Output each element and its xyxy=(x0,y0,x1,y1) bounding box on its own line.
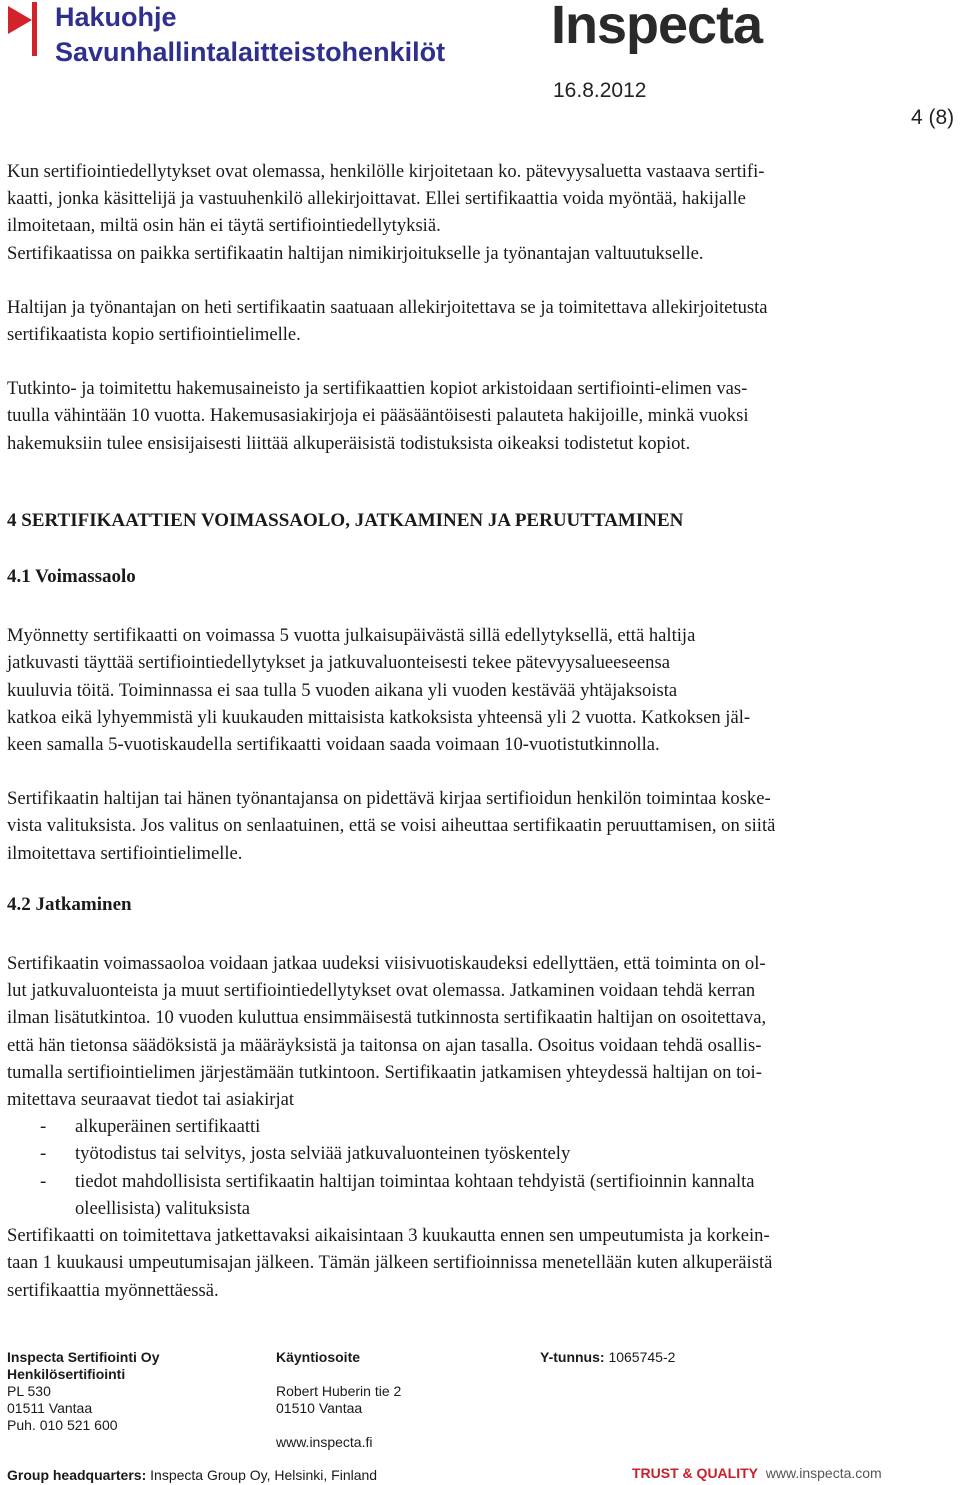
footer-headquarters: Group headquarters: Inspecta Group Oy, Helsinki, Finland xyxy=(7,1467,378,1483)
document-body xyxy=(7,158,957,1304)
list-item-continuation: oleellisista) valituksista xyxy=(75,1197,251,1219)
list-item: - työtodistus tai selvitys, josta selviää jatkuvaluonteinen työskentely xyxy=(7,1140,957,1167)
paragraph-line: ilmoitetaan, miltä osin hän ei täytä sertifiointiedellytyksiä. xyxy=(7,215,441,237)
paragraph-line: mitettava seuraavat tiedot tai asiakirjat xyxy=(7,1089,295,1111)
list-item: - alkuperäinen sertifikaatti xyxy=(7,1113,957,1140)
footer-street: Robert Huberin tie 2 xyxy=(276,1383,402,1399)
footer-postal: 01511 Vantaa xyxy=(7,1400,93,1416)
paragraph-line: tumalla sertifiointielimen järjestämään tutkintoon. Sertifikaatin jatkamisen yhteydessä haltijan on toi- xyxy=(7,1061,762,1083)
document-subtitle: Savunhallintalaitteistohenkilöt xyxy=(55,37,446,67)
paragraph-line: taan 1 kuukausi umpeutumisajan jälkeen. Tämän jälkeen sertifioinnissa menetellään kuten alkuperäistä xyxy=(7,1252,773,1274)
paragraph-line: kuuluvia töitä. Toiminnassa ei saa tulla 5 vuoden aikana yli vuoden kestävää yhtäjaksoista xyxy=(7,679,678,701)
paragraph-line: jatkuvasti täyttää sertifiointiedellytykset ja jatkuvaluonteisesti tekee pätevyysalueeseensa xyxy=(7,652,670,674)
brand-flag-icon xyxy=(8,2,40,56)
footer-department: Henkilösertifiointi xyxy=(7,1366,126,1382)
footer-trust-quality: TRUST & QUALITY www.inspecta.com xyxy=(632,1465,882,1481)
paragraph-line: ilman lisätutkintoa. 10 vuoden kuluttua ensimmäisestä tutkinnosta sertifikaatin haltijan on osoitettava, xyxy=(7,1007,767,1029)
paragraph-line: kaatti, jonka käsittelijä ja vastuuhenkilö allekirjoittavat. Ellei sertifikaattia voida myöntää, hakijalle xyxy=(7,188,746,210)
paragraph-line: katkoa eikä lyhyemmistä yli kuukauden mittaisista katkoksista yhteensä yli 2 vuotta. Katkoksen jäl- xyxy=(7,706,751,728)
paragraph-line: Sertifikaatissa on paikka sertifikaatin haltijan nimikirjoitukselle ja työnantajan valtuutukselle. xyxy=(7,242,704,264)
footer-po-box: PL 530 xyxy=(7,1383,51,1399)
list-item: - tiedot mahdollisista sertifikaatin haltijan toimintaa kohtaan tehdyistä (sertifioinnin kannalta xyxy=(7,1168,957,1195)
section-heading: 4 SERTIFIKAATTIEN VOIMASSAOLO, JATKAMINEN JA PERUUTTAMINEN xyxy=(7,509,684,531)
list-dash: - xyxy=(40,1170,47,1192)
list-dash: - xyxy=(40,1116,47,1138)
subsection-heading-jatkaminen: 4.2 Jatkaminen xyxy=(7,893,132,915)
paragraph-line: hakemuksiin tulee ensisijaisesti liittää alkuperäisistä todistuksista oikeaksi todistetut kopiot. xyxy=(7,432,691,454)
paragraph-line: Sertifikaatin haltijan tai hänen työnantajansa on pidettävä kirjaa sertifioidun henkilön toimintaa koske- xyxy=(7,788,771,810)
document-title: Hakuohje xyxy=(55,2,177,32)
paragraph-line: Sertifikaatti on toimitettava jatkettavaksi aikaisintaan 3 kuukautta ennen sen umpeutumista ja korkein- xyxy=(7,1225,770,1247)
paragraph-line: että hän tietonsa säädöksistä ja määräyksistä ja taitonsa on ajan tasalla. Osoitus voidaan tehdä osallis- xyxy=(7,1034,762,1056)
footer-visit-postal: 01510 Vantaa xyxy=(276,1400,363,1416)
document-date: 16.8.2012 xyxy=(553,79,647,102)
paragraph-line: keen samalla 5-vuotiskaudella sertifikaatti voidaan saada voimaan 10-vuotistutkinnolla. xyxy=(7,734,660,756)
paragraph-line: sertifikaattia myönnettäessä. xyxy=(7,1279,219,1301)
footer-visit-label: Käyntiosoite xyxy=(276,1349,361,1365)
paragraph-line: Myönnetty sertifikaatti on voimassa 5 vuotta julkaisupäivästä sillä edellytyksellä, että haltija xyxy=(7,625,696,647)
footer-trust-url[interactable]: www.inspecta.com xyxy=(765,1465,882,1481)
paragraph-line: Haltijan ja työnantajan on heti sertifikaatin saatuaan allekirjoitettava se ja toimitettava allekirjoitetusta xyxy=(7,296,768,318)
paragraph-line: ilmoitettava sertifiointielimelle. xyxy=(7,842,243,864)
list-dash: - xyxy=(40,1143,47,1165)
paragraph-line: Kun sertifiointiedellytykset ovat olemassa, henkilölle kirjoitetaan ko. pätevyysaluetta vastaava sertifi- xyxy=(7,161,765,182)
subsection-heading-voimassaolo: 4.1 Voimassaolo xyxy=(7,566,136,588)
paragraph-line: tuulla vähintään 10 vuotta. Hakemusasiakirjoja ei pääsääntöisesti palauteta hakijoille, minkä vuoksi xyxy=(7,405,749,427)
paragraph-line: sertifikaatista kopio sertifiointielimelle. xyxy=(7,324,301,346)
page-number: 4 (8) xyxy=(911,106,955,129)
inspecta-logo: Inspecta xyxy=(551,0,763,55)
footer-website-link[interactable]: www.inspecta.fi xyxy=(276,1434,373,1450)
footer-ytunnus: Y-tunnus: 1065745-2 xyxy=(540,1349,676,1365)
paragraph-line: Tutkinto- ja toimitettu hakemusaineisto ja sertifikaattien kopiot arkistoidaan sertifiointi-elimen vas- xyxy=(7,378,748,400)
required-documents-list xyxy=(7,1113,957,1222)
footer-company: Inspecta Sertifiointi Oy xyxy=(7,1349,160,1365)
paragraph-line: vista valituksista. Jos valitus on senlaatuinen, että se voisi aiheuttaa sertifikaatin peruuttamisen, on siitä xyxy=(7,815,776,837)
paragraph-line: lut jatkuvaluonteista ja muut sertifiointiedellytykset ovat olemassa. Jatkaminen voidaan tehdä kerran xyxy=(7,980,756,1002)
footer-phone: Puh. 010 521 600 xyxy=(7,1417,118,1433)
paragraph-line: Sertifikaatin voimassaoloa voidaan jatkaa uudeksi viisivuotiskaudeksi edellyttäen, että toiminta on ol- xyxy=(7,953,766,975)
